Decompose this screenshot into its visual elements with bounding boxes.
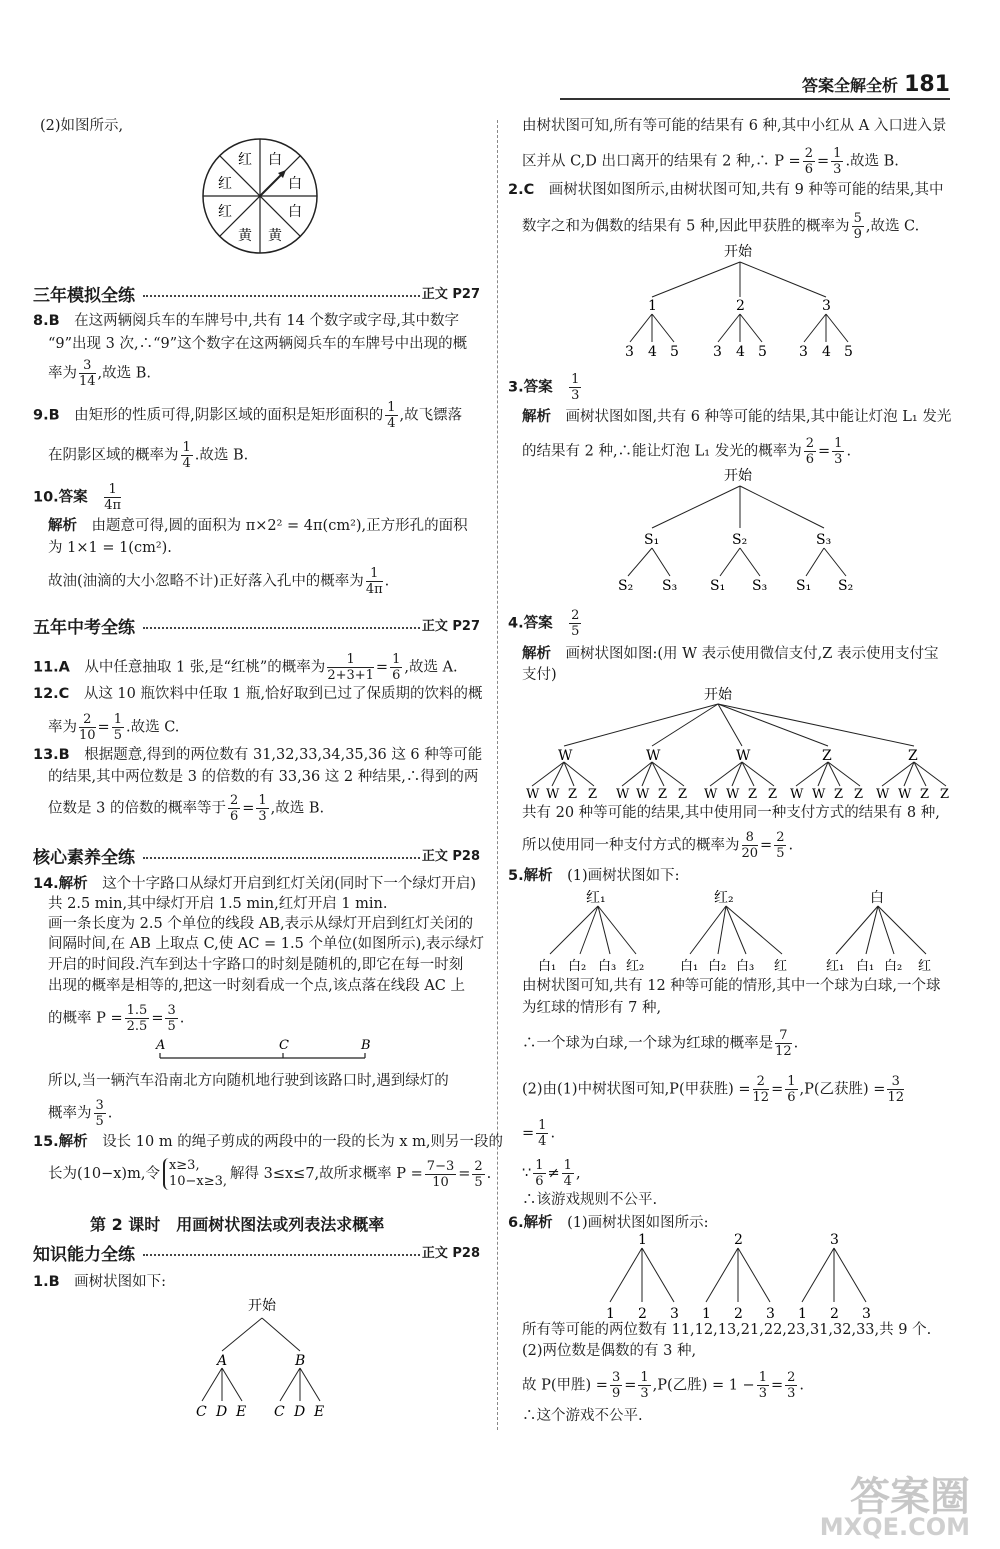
q8-line1: 8.B 在这两辆阅兵车的车牌号中,共有 14 个数字或字母,其中数字 xyxy=(33,313,460,329)
q3r-answer: 3.答案 $\frac{1}{3}$ xyxy=(508,372,580,403)
tree-leaf-label: Z xyxy=(748,787,758,802)
fraction: $\frac{1}{3}$ xyxy=(834,436,843,467)
fraction: $\frac{1}{3}$ xyxy=(571,372,580,403)
tree-node-label: 3 xyxy=(822,298,831,314)
watermark-logo: 答案圈 xyxy=(850,1474,970,1520)
fraction: $\frac{8}{20}$ xyxy=(741,830,759,861)
tree-leaf-label: W xyxy=(546,787,560,802)
tree-leaf-label: 3 xyxy=(766,1306,775,1322)
fraction: $\frac{2}{5}$ xyxy=(571,608,580,639)
q5r-line7: ∵ $\frac{1}{6}$ ≠ $\frac{1}{4}$ , xyxy=(522,1158,581,1189)
q2r-line1: 2.C 画树状图如图所示,由树状图可知,共有 9 种等可能的结果,其中 xyxy=(508,182,944,198)
wheel-sector-label: 白 xyxy=(288,204,302,220)
tree-node-label: 1 xyxy=(648,298,657,314)
wheel-sector-label: 白 xyxy=(268,152,282,168)
tree-leaf-label: 3 xyxy=(862,1306,871,1322)
wheel-sector-label: 白 xyxy=(288,176,302,192)
fraction: $\frac{1}{2+3+1}$ xyxy=(327,652,374,683)
fraction: $\frac{1}{3}$ xyxy=(833,146,842,177)
q2r-line2: 数字之和为偶数的结果有 5 种,因此甲获胜的概率为 $\frac{5}{9}$ ,故选 C. xyxy=(522,211,920,242)
wheel-sector-label: 红 xyxy=(218,204,232,220)
tree-leaf-label: Z xyxy=(940,787,950,802)
tree-leaf-label: D xyxy=(216,1404,228,1420)
fraction: $\frac{1}{3}$ xyxy=(758,1370,767,1401)
header-title: 答案全解全析 xyxy=(802,76,899,95)
q14-line7: 的概率 P = $\frac{1.5}{2.5}$ = $\frac{3}{5}$ . xyxy=(48,1003,185,1034)
wheel-sector-label: 红 xyxy=(238,152,252,168)
tree-leaf-label: S₁ xyxy=(796,578,812,594)
tree-leaf-label: 4 xyxy=(822,344,831,360)
tree-leaf-label: 2 xyxy=(830,1306,839,1322)
section-title: 核心素养全练 xyxy=(33,843,139,868)
lesson-subtitle: 第 2 课时 用画树状图法或列表法求概率 xyxy=(90,1215,385,1234)
section-title: 知识能力全练 xyxy=(33,1240,139,1265)
section-page-ref: 正文 P28 xyxy=(421,1246,480,1261)
tree-node-label: Z xyxy=(822,748,832,764)
q13-line3: 位数是 3 的倍数的概率等于 $\frac{2}{6}$ = $\frac{1}{3}$ ,故选 B. xyxy=(48,793,325,824)
fraction: $\frac{2}{5}$ xyxy=(474,1158,483,1190)
tree-root-label: 开始 xyxy=(704,687,732,703)
fraction: $\frac{5}{9}$ xyxy=(853,211,862,242)
fraction: $\frac{2}{6}$ xyxy=(805,436,814,467)
tree-leaf-label: D xyxy=(294,1404,306,1420)
q12-line1: 12.C 从这 10 瓶饮料中任取 1 瓶,恰好取到已过了保质期的饮料的概 xyxy=(33,686,483,702)
section-page-ref: 正文 P28 xyxy=(421,849,480,864)
tree-root-label: 红₁ xyxy=(586,890,606,906)
watermark-url: MXQE.COM xyxy=(819,1513,970,1541)
fraction: $\frac{1}{3}$ xyxy=(640,1370,649,1401)
tree-leaf-label: 1 xyxy=(606,1306,615,1322)
q5r-line6: = $\frac{1}{4}$ . xyxy=(522,1118,556,1149)
q14-line6: 出现的概率是相等的,把这一时刻看成一个点,该点落在线段 AC 上 xyxy=(48,978,466,994)
tree-root-label: 1 xyxy=(638,1232,647,1248)
q3r-line1: 解析 画树状图如图,共有 6 种等可能的结果,其中能让灯泡 L₁ 发光 xyxy=(522,409,952,425)
tree-node-label: 2 xyxy=(736,298,745,314)
point-a-label: A xyxy=(156,1038,166,1053)
fraction: $\frac{1}{4\pi}$ xyxy=(365,566,383,597)
q5r-line3: 为红球的情形有 7 种, xyxy=(522,1000,662,1016)
tree-leaf-label: 红 xyxy=(918,959,932,974)
tree-root-label: 2 xyxy=(734,1232,743,1248)
fraction: $\frac{3}{14}$ xyxy=(79,358,96,389)
tree-node-label: S₁ xyxy=(644,532,660,548)
q12-line2: 率为 $\frac{2}{10}$ = $\frac{1}{5}$ .故选 C. xyxy=(48,712,180,743)
q11-line1: 11.A 从中任意抽取 1 张,是“红桃”的概率为 $\frac{1}{2+3+1}$ = $\frac{1}{6}$ ,故选 A. xyxy=(33,652,458,683)
fraction: $\frac{1}{6}$ xyxy=(392,652,401,683)
tree-leaf-label: 白₁ xyxy=(538,959,557,974)
tree-leaf-label: E xyxy=(236,1404,247,1420)
q3r-line2: 的结果有 2 种,∴能让灯泡 L₁ 发光的概率为 $\frac{2}{6}$ = $\frac{1}{3}$ . xyxy=(522,436,852,467)
q13-line2: 的结果,其中两位数是 3 的倍数的有 33,36 这 2 种结果,∴得到的两 xyxy=(48,769,479,785)
q4r-line1: 解析 画树状图如图:(用 W 表示使用微信支付,Z 表示使用支付宝 xyxy=(522,646,939,662)
q4r-line4: 所以使用同一种支付方式的概率为 $\frac{8}{20}$ = $\frac{2}{5}$ . xyxy=(522,830,794,861)
tree-leaf-label: S₂ xyxy=(838,578,854,594)
tree-node-label: S₂ xyxy=(732,532,748,548)
q5r-line8: ∴该游戏规则不公平. xyxy=(522,1192,658,1208)
section-title: 三年模拟全练 xyxy=(33,281,139,306)
fraction: $\frac{2}{5}$ xyxy=(776,830,785,861)
wheel-sector-label: 红 xyxy=(218,176,232,192)
fraction: $\frac{1}{4}$ xyxy=(182,440,191,471)
q6r-line5: ∴这个游戏不公平. xyxy=(522,1408,643,1424)
q5r-line5: (2)由(1)中树状图可知,P(甲获胜) = $\frac{2}{12}$ = $\frac{1}{6}$ ,P(乙获胜) = $\frac{3}{12}$ xyxy=(522,1074,905,1105)
q10-answer: 10.答案 $\frac{1}{4\pi}$ xyxy=(33,482,122,513)
fraction: $\frac{1}{6}$ xyxy=(787,1074,796,1105)
tree-leaf-label: Z xyxy=(834,787,844,802)
wheel-sector-label: 黄 xyxy=(268,228,282,244)
tree-leaf-label: W xyxy=(526,787,540,802)
tree-leaf-label: Z xyxy=(768,787,778,802)
segment-diagram xyxy=(150,1036,380,1066)
column-divider xyxy=(497,120,498,1430)
page-header xyxy=(802,72,950,97)
inequality-system: x≥3, 10−x≥3, xyxy=(163,1158,227,1190)
tree-leaf-label: 白₂ xyxy=(568,959,587,974)
tree-leaf-label: C xyxy=(274,1404,285,1420)
fraction: $\frac{3}{9}$ xyxy=(611,1370,621,1401)
section-header-sannian xyxy=(33,281,480,305)
tree-leaf-label: E xyxy=(314,1404,325,1420)
tree-leaf-label: 2 xyxy=(638,1306,647,1322)
tree-leaf-label: W xyxy=(704,787,718,802)
tree-leaf-label: 红₁ xyxy=(826,959,845,974)
section-page-ref: 正文 P27 xyxy=(421,619,480,634)
q14-line2: 共 2.5 min,其中绿灯开启 1.5 min,红灯开启 1 min. xyxy=(48,896,388,912)
fraction: $\frac{2}{6}$ xyxy=(229,793,239,824)
tree-leaf-label: C xyxy=(196,1404,207,1420)
tree-diagram-q3 xyxy=(610,466,870,596)
fraction: $\frac{1.5}{2.5}$ xyxy=(126,1003,148,1034)
fraction: $\frac{1}{4\pi}$ xyxy=(104,482,122,513)
section-page-ref: 正文 P27 xyxy=(421,287,480,302)
spinner-wheel xyxy=(200,136,320,256)
fraction: $\frac{7}{12}$ xyxy=(775,1028,792,1059)
q14-line1: 14.解析 这个十字路口从绿灯开启到红灯关闭(同时下一个绿灯开启) xyxy=(33,876,476,892)
tree-leaf-label: 4 xyxy=(736,344,745,360)
tree-leaf-label: S₃ xyxy=(662,578,678,594)
q4r-line3: 共有 20 种等可能的结果,其中使用同一种支付方式的结果有 8 种, xyxy=(522,805,940,821)
tree-leaf-label: Z xyxy=(658,787,668,802)
section-header-zhishi xyxy=(33,1240,480,1264)
section-header-wunian xyxy=(33,613,480,637)
tree-leaf-label: S₁ xyxy=(710,578,726,594)
tree-leaf-label: Z xyxy=(588,787,598,802)
tree-leaf-label: W xyxy=(812,787,826,802)
q14-line4: 间隔时间,在 AB 上取点 C,使 AC = 1.5 个单位(如图所示),表示绿灯 xyxy=(48,936,484,952)
tree-root-label: 开始 xyxy=(248,1298,276,1314)
tree-leaf-label: S₃ xyxy=(752,578,768,594)
fraction: $\frac{2}{6}$ xyxy=(804,146,813,177)
page-number: 181 xyxy=(904,72,950,97)
q15-line1: 15.解析 设长 10 m 的绳子剪成的两段中的一段的长为 x m,则另一段的 xyxy=(33,1134,503,1150)
tree-leaf-label: W xyxy=(790,787,804,802)
q6r-line3: (2)两位数是偶数的有 3 种, xyxy=(522,1343,697,1359)
tree-diagram-q5 xyxy=(530,886,950,976)
fraction: $\frac{1}{4}$ xyxy=(538,1118,547,1149)
tree-leaf-label: W xyxy=(876,787,890,802)
fraction: $\frac{7-3}{10}$ xyxy=(426,1158,455,1190)
tree-leaf-label: 3 xyxy=(670,1306,679,1322)
point-c-label: C xyxy=(279,1038,289,1053)
tree-root-label: 红₂ xyxy=(714,890,734,906)
fraction: $\frac{1}{4}$ xyxy=(563,1158,572,1189)
tree-leaf-label: 白₂ xyxy=(708,959,727,974)
tree-node-label: A xyxy=(217,1353,228,1369)
tree-node-label: S₃ xyxy=(816,532,832,548)
tree-leaf-label: 白₂ xyxy=(884,959,903,974)
tree-diagram-q2 xyxy=(610,242,870,360)
tree-leaf-label: 5 xyxy=(844,344,853,360)
tree-leaf-label: 3 xyxy=(713,344,722,360)
tree-leaf-label: W xyxy=(898,787,912,802)
q5r-line2: 由树状图可知,共有 12 种等可能的情形,其中一个球为白球,一个球 xyxy=(522,978,941,994)
q14-line8: 所以,当一辆汽车沿南北方向随机地行驶到该路口时,遇到绿灯的 xyxy=(48,1073,449,1089)
q14-line9: 概率为 $\frac{3}{5}$ . xyxy=(48,1098,113,1129)
q13-line1: 13.B 根据题意,得到的两位数有 31,32,33,34,35,36 这 6 种等可能 xyxy=(33,747,483,763)
point-b-label: B xyxy=(361,1038,371,1053)
tree-leaf-label: S₂ xyxy=(618,578,634,594)
q5r-line4: ∴一个球为白球,一个球为红球的概率是 $\frac{7}{12}$ . xyxy=(522,1028,799,1059)
tree-leaf-label: 2 xyxy=(734,1306,743,1322)
fraction: $\frac{3}{12}$ xyxy=(887,1074,905,1105)
q10-line3: 故油(油滴的大小忽略不计)正好落入孔中的概率为 $\frac{1}{4\pi}$ . xyxy=(48,566,390,597)
tree-leaf-label: 1 xyxy=(702,1306,711,1322)
tree-node-label: Z xyxy=(908,748,918,764)
fraction: $\frac{2}{12}$ xyxy=(752,1074,770,1105)
fraction: $\frac{3}{5}$ xyxy=(95,1098,104,1129)
tree-node-label: B xyxy=(295,1353,306,1369)
tree-leaf-label: Z xyxy=(854,787,864,802)
tree-leaf-label: 白₃ xyxy=(598,959,617,974)
q8-line2: “9”出现 3 次,∴“9”这个数字在这两辆阅兵车的车牌号中出现的概 xyxy=(48,336,468,352)
section-header-hexin xyxy=(33,843,480,867)
tree-leaf-label: W xyxy=(616,787,630,802)
tree-root-label: 3 xyxy=(830,1232,839,1248)
tree-diagram-q1 xyxy=(180,1296,350,1421)
q6r-line2: 所有等可能的两位数有 11,12,13,21,22,23,31,32,33,共 9 个. xyxy=(522,1322,932,1338)
tree-leaf-label: 红₂ xyxy=(626,959,645,974)
tree-node-label: W xyxy=(646,748,661,764)
tree-leaf-label: 4 xyxy=(648,344,657,360)
q2-intro: (2)如图所示, xyxy=(40,118,124,134)
q15-line2: 长为(10−x)m,令 x≥3, 10−x≥3, 解得 3≤x≤7,故所求概率 P = $\frac{7-3}{10}$ = $\frac{2}{5}$ . xyxy=(48,1158,492,1190)
tree-leaf-label: Z xyxy=(678,787,688,802)
fraction: $\frac{1}{4}$ xyxy=(387,400,396,431)
r1-line2: 区并从 C,D 出口离开的结果有 2 种,∴ P = $\frac{2}{6}$ = $\frac{1}{3}$ .故选 B. xyxy=(522,146,899,177)
fraction: $\frac{1}{5}$ xyxy=(113,712,122,743)
fraction: $\frac{3}{5}$ xyxy=(167,1003,176,1034)
tree-diagram-q4 xyxy=(518,686,958,801)
tree-leaf-label: 红 xyxy=(774,959,788,974)
q4r-answer: 4.答案 $\frac{2}{5}$ xyxy=(508,608,580,639)
tree-node-label: W xyxy=(558,748,573,764)
fraction: $\frac{1}{6}$ xyxy=(535,1158,544,1189)
q6r-line1: 6.解析 (1)画树状图如图所示: xyxy=(508,1215,709,1231)
q8-line3: 率为 $\frac{3}{14}$ ,故选 B. xyxy=(48,358,152,389)
tree-leaf-label: Z xyxy=(568,787,578,802)
q14-line5: 开启的时间段.汽车到达十字路口的时刻是随机的,即它在每一时刻 xyxy=(48,957,464,973)
q6r-line4: 故 P(甲胜) = $\frac{3}{9}$ = $\frac{1}{3}$ ,P(乙胜) = 1 − $\frac{1}{3}$ = $\frac{2}{3}$ . xyxy=(522,1370,805,1401)
tree-leaf-label: 5 xyxy=(758,344,767,360)
tree-node-label: W xyxy=(736,748,751,764)
tree-root-label: 开始 xyxy=(724,468,752,484)
q10-line1: 解析 由题意可得,圆的面积为 π×2² = 4π(cm²),正方形孔的面积 xyxy=(48,518,468,534)
tree-leaf-label: W xyxy=(636,787,650,802)
q9-line2: 在阴影区域的概率为 $\frac{1}{4}$ .故选 B. xyxy=(48,440,249,471)
header-rule xyxy=(560,98,950,100)
tree-leaf-label: 白₁ xyxy=(856,959,875,974)
tree-leaf-label: 白₃ xyxy=(736,959,755,974)
tree-root-label: 开始 xyxy=(724,244,752,260)
tree-diagram-q6 xyxy=(598,1232,888,1322)
section-title: 五年中考全练 xyxy=(33,613,139,638)
r1-line1: 由树状图可知,所有等可能的结果有 6 种,其中小红从 A 入口进入景 xyxy=(522,118,947,134)
q5r-line1: 5.解析 (1)画树状图如下: xyxy=(508,868,680,884)
q4r-line2: 支付) xyxy=(522,667,557,683)
tree-leaf-label: W xyxy=(726,787,740,802)
tree-leaf-label: 3 xyxy=(625,344,634,360)
tree-leaf-label: 3 xyxy=(799,344,808,360)
fraction: $\frac{2}{3}$ xyxy=(787,1370,796,1401)
q10-line2: 为 1×1 = 1(cm²). xyxy=(48,540,172,556)
tree-leaf-label: Z xyxy=(920,787,930,802)
fraction: $\frac{2}{10}$ xyxy=(79,712,96,743)
fraction: $\frac{1}{3}$ xyxy=(258,793,267,824)
wheel-sector-label: 黄 xyxy=(238,228,252,244)
q14-line3: 画一条长度为 2.5 个单位的线段 AB,表示从绿灯开启到红灯关闭的 xyxy=(48,916,474,932)
tree-leaf-label: 5 xyxy=(670,344,679,360)
q1-line1: 1.B 画树状图如下: xyxy=(33,1274,167,1290)
tree-root-label: 白 xyxy=(870,890,884,906)
tree-leaf-label: 1 xyxy=(798,1306,807,1322)
q9-line1: 9.B 由矩形的性质可得,阴影区域的面积是矩形面积的 $\frac{1}{4}$ ,故飞镖落 xyxy=(33,400,463,431)
tree-leaf-label: 白₁ xyxy=(680,959,699,974)
